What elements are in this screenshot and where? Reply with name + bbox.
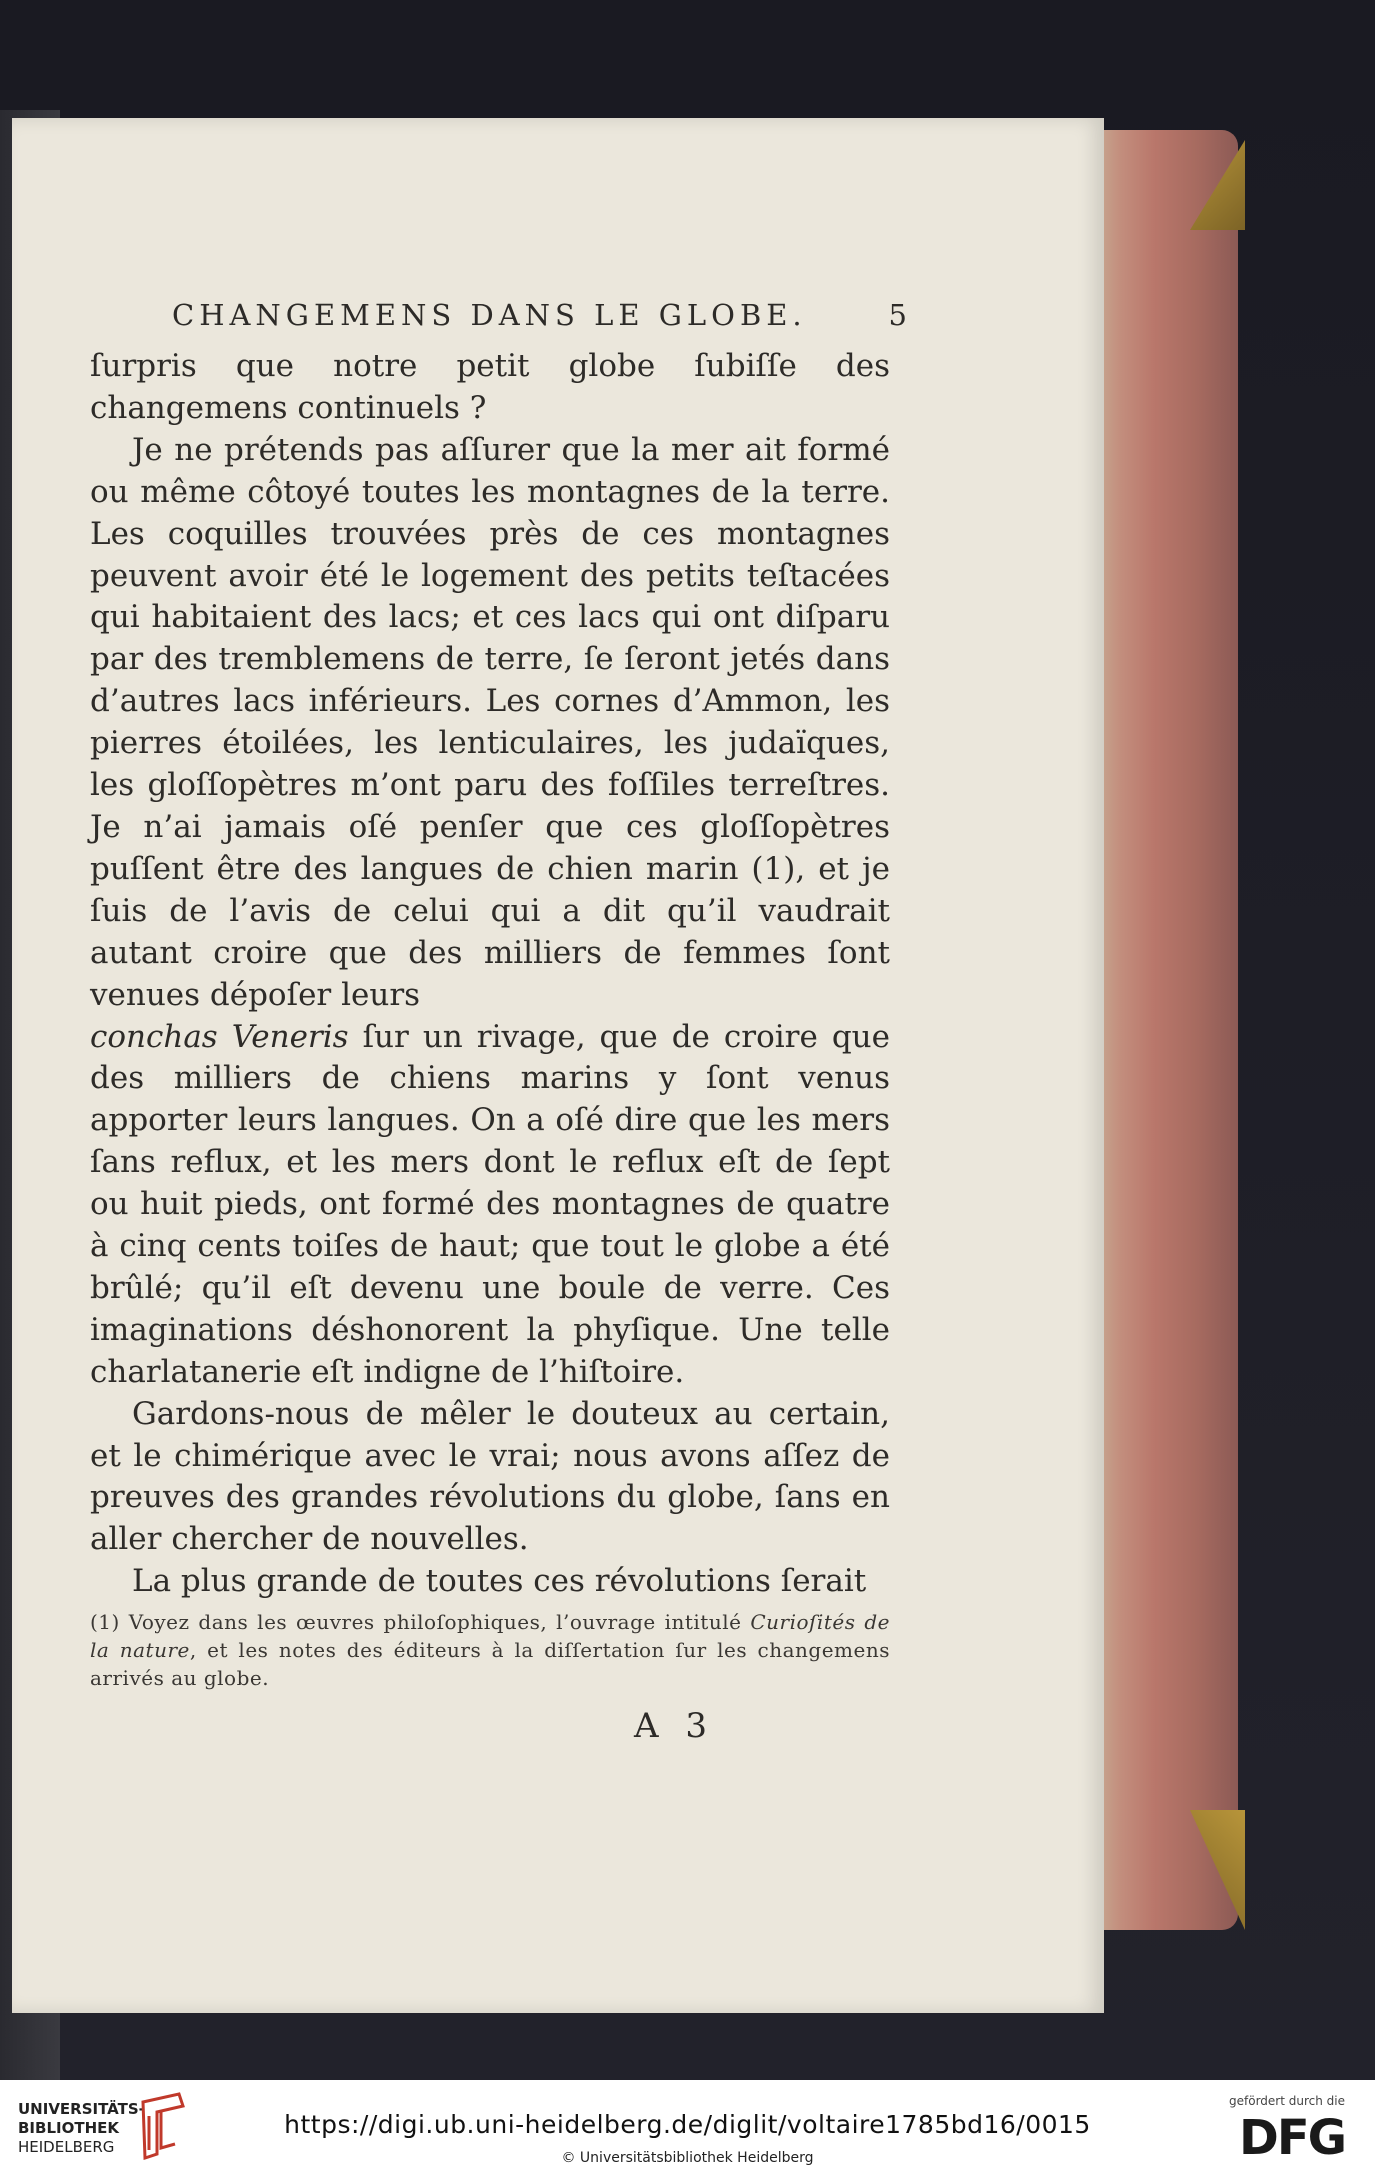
dfg-logo[interactable]: DFG [1238, 2110, 1345, 2166]
book-page-edges [1098, 130, 1238, 1930]
library-line-1: UNIVERSITÄTS- [18, 2100, 145, 2118]
italic-phrase: conchas Veneris [90, 1018, 349, 1055]
paragraph-5: La plus grande de toutes ces révolutions ſerait [132, 1563, 867, 1600]
running-head-title: CHANGEMENS DANS LE GLOBE. [172, 298, 807, 332]
copyright-text: © Universitätsbibliothek Heidelberg [561, 2150, 814, 2166]
library-line-3: HEIDELBERG [18, 2138, 115, 2156]
running-head [172, 298, 912, 332]
footer-bar [0, 2080, 1375, 2182]
footnote [90, 1608, 890, 1692]
footnote-prefix: (1) Voyez dans les œuvres philoſophiques, l’ouvrage intitulé [90, 1610, 751, 1634]
footnote-title: Curioſités de la nature [90, 1610, 890, 1662]
paragraph-4: Gardons-nous de mêler le douteux au certain, et le chimérique avec le vrai; nous avons aſſez de preuves des grandes révolutions du globe, ſans en aller chercher de nouvelles. [90, 1395, 890, 1558]
paragraph-3 [90, 1017, 890, 1394]
body-text [90, 346, 890, 1603]
book-page [12, 118, 1104, 2013]
funding-label: gefördert durch die [1229, 2094, 1345, 2108]
paragraph-3-text: ſur un rivage, que de croire que des milliers de chiens marins y ſont venus apporter leurs langues. On a oſé dire que les mers ſans reflux, et les mers dont le reflux eſt de ſept ou huit pieds, ont formé des montagnes de quatre à cinq cents toiſes de haut; que tout le globe a été brûlé; qu’il eſt devenu une boule de verre. Ces imaginations déshonorent la phyſique. Une telle charlatanerie eſt indigne de l’hiſtoire. [90, 1018, 890, 1390]
library-line-2: BIBLIOTHEK [18, 2119, 119, 2137]
paragraph-1: ſurpris que notre petit globe ſubiſſe des changemens continuels ? [90, 348, 890, 426]
page-url-link[interactable]: https://digi.ub.uni-heidelberg.de/diglit/voltaire1785bd16/0015 [284, 2110, 1091, 2139]
signature-mark: A 3 [634, 1706, 715, 1746]
page-number: 5 [888, 298, 912, 332]
footnote-suffix: , et les notes des éditeurs à la diſſertation ſur les changemens arrivés au globe. [90, 1638, 890, 1690]
paragraph-2: Je ne prétends pas aſſurer que la mer ait formé ou même côtoyé toutes les montagnes de la terre. Les coquilles trouvées près de ces montagnes peuvent avoir été le logement des petits teſtacées qui habitaient des lacs; et ces lacs qui ont diſparu par des tremblemens de terre, ſe ſeront jetés dans d’autres lacs inférieurs. Les cornes d’Ammon, les pierres étoilées, les lenticulaires, les judaïques, les gloſſopètres m’ont paru des foſſiles terreſtres. Je n’ai jamais oſé penſer que ces gloſſopètres puſſent être des langues de chien marin (1), et je ſuis de l’avis de celui qui a dit qu’il vaudrait autant croire que des milliers de femmes ſont venues dépoſer leurs [90, 431, 890, 1013]
